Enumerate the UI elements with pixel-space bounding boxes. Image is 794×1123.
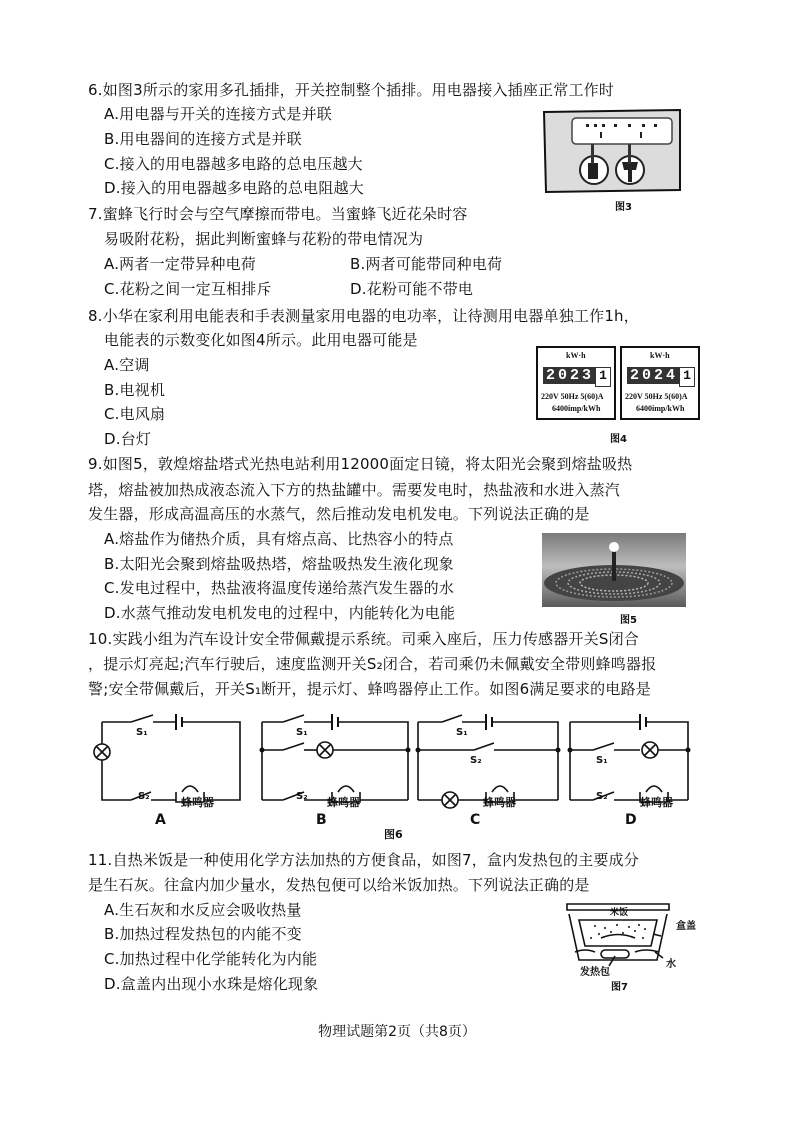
figure4-meter-after — [620, 346, 700, 420]
switch-label-s1: S₁ — [456, 727, 468, 738]
circuit-option-b-label: B — [316, 812, 327, 828]
q8-option-c: C.电风扇 — [104, 405, 166, 423]
q11-stem-line2: 是生石灰。往盒内加少量水，发热包便可以给米饭加热。下列说法正确的是 — [88, 876, 590, 894]
q9-stem-line3: 发生器，形成高温高压的水蒸气，然后推动发电机发电。下列说法正确的是 — [88, 505, 590, 523]
meter-spec: 220V 50Hz 5(60)A — [625, 392, 688, 401]
figure7-caption: 图7 — [611, 982, 628, 993]
figure3-power-strip — [542, 108, 684, 194]
meter-spec: 220V 50Hz 5(60)A — [541, 392, 604, 401]
q11-option-c: C.加热过程中化学能转化为内能 — [104, 950, 318, 968]
figure7-label-water: 水 — [666, 959, 676, 970]
q8-stem-line2: 电能表的示数变化如图4所示。此用电器可能是 — [104, 331, 418, 349]
figure4-caption: 图4 — [610, 434, 627, 445]
buzzer-label: 蜂鸣器 — [327, 796, 360, 809]
q10-stem-line2: ，提示灯亮起;汽车行驶后，速度监测开关S₂闭合，若司乘仍未佩戴安全带则蜂鸣器报 — [88, 655, 657, 673]
q8-option-a: A.空调 — [104, 356, 150, 374]
switch-label-s2: S₂ — [138, 791, 150, 802]
q8-option-b: B.电视机 — [104, 381, 166, 399]
switch-label-s1: S₁ — [596, 755, 608, 766]
q11-option-d: D.盒盖内出现小水珠是熔化现象 — [104, 975, 319, 993]
q7-option-a: A.两者一定带异种电荷 — [104, 255, 256, 273]
circuit-option-c-label: C — [470, 812, 481, 828]
figure7-label-lid: 盒盖 — [676, 921, 696, 932]
q9-stem-line1: 9.如图5，敦煌熔盐塔式光热电站利用12000面定日镜，将太阳光会聚到熔盐吸热 — [88, 455, 633, 473]
circuit-option-d-label: D — [625, 812, 637, 828]
q9-option-b: B.太阳光会聚到熔盐吸热塔，熔盐吸热发生液化现象 — [104, 555, 454, 573]
circuit-d — [570, 714, 688, 802]
q10-stem-line3: 警;安全带佩戴后，开关S₁断开，提示灯、蜂鸣器停止工作。如图6满足要求的电路是 — [88, 680, 651, 698]
buzzer-label: 蜂鸣器 — [181, 796, 214, 809]
switch-label-s2: S₂ — [596, 791, 608, 802]
figure4-meter-before — [536, 346, 616, 420]
q6-option-a: A.用电器与开关的连接方式是并联 — [104, 105, 332, 123]
meter-counter-last-digit: 1 — [679, 367, 695, 387]
q7-option-d: D.花粉可能不带电 — [350, 280, 474, 298]
q11-option-a: A.生石灰和水反应会吸收热量 — [104, 901, 302, 919]
figure6-caption: 图6 — [384, 828, 403, 841]
circuit-b — [262, 714, 408, 802]
circuit-a — [94, 714, 240, 802]
q9-option-a: A.熔盐作为储热介质，具有熔点高、比热容小的特点 — [104, 530, 454, 548]
buzzer-label: 蜂鸣器 — [640, 796, 673, 809]
switch-label-s2: S₂ — [296, 791, 308, 802]
switch-label-s1: S₁ — [296, 727, 308, 738]
figure5-solar-plant-photo — [542, 533, 686, 607]
meter-unit: kW·h — [650, 351, 670, 360]
q11-stem-line1: 11.自热米饭是一种使用化学方法加热的方便食品，如图7，盒内发热包的主要成分 — [88, 851, 640, 869]
meter-unit: kW·h — [566, 351, 586, 360]
q9-option-c: C.发电过程中，热盐液将温度传递给蒸汽发生器的水 — [104, 579, 455, 597]
q7-option-c: C.花粉之间一定互相排斥 — [104, 280, 272, 298]
q9-option-d: D.水蒸气推动发电机发电的过程中，内能转化为电能 — [104, 604, 456, 622]
q6-option-b: B.用电器间的连接方式是并联 — [104, 130, 302, 148]
q7-stem-line2: 易吸附花粉，据此判断蜜蜂与花粉的带电情况为 — [104, 230, 424, 248]
figure7-label-rice: 米饭 — [610, 908, 629, 918]
q6-option-c: C.接入的用电器越多电路的总电压越大 — [104, 155, 363, 173]
meter-constant: 6400imp/kWh — [636, 404, 685, 413]
meter-counter-last-digit: 1 — [595, 367, 611, 387]
buzzer-label: 蜂鸣器 — [483, 796, 516, 809]
meter-constant: 6400imp/kWh — [552, 404, 601, 413]
figure7-label-heating-pack: 发热包 — [580, 967, 610, 978]
q7-stem-line1: 7.蜜蜂飞行时会与空气摩擦而带电。当蜜蜂飞近花朵时容 — [88, 205, 468, 223]
circuit-option-a-label: A — [155, 812, 166, 828]
q10-stem-line1: 10.实践小组为汽车设计安全带佩戴提示系统。司乘入座后，压力传感器开关S闭合 — [88, 630, 639, 648]
meter-counter: 2024 — [627, 367, 681, 384]
q8-stem-line1: 8.小华在家利用电能表和手表测量家用电器的电功率，让待测用电器单独工作1h， — [88, 307, 639, 325]
q11-option-b: B.加热过程发热包的内能不变 — [104, 925, 302, 943]
meter-counter: 2023 — [543, 367, 597, 384]
switch-label-s2: S₂ — [470, 755, 482, 766]
q6-option-d: D.接入的用电器越多电路的总电阻越大 — [104, 179, 364, 197]
figure3-caption: 图3 — [615, 202, 632, 213]
q6-stem: 6.如图3所示的家用多孔插排，开关控制整个插排。用电器接入插座正常工作时 — [88, 81, 615, 99]
q7-option-b: B.两者可能带同种电荷 — [350, 255, 503, 273]
q8-option-d: D.台灯 — [104, 430, 152, 448]
page-footer: 物理试题第2页（共8页） — [318, 1024, 476, 1040]
figure5-caption: 图5 — [620, 615, 637, 626]
switch-label-s1: S₁ — [136, 727, 148, 738]
q9-stem-line2: 塔，熔盐被加热成液态流入下方的热盐罐中。需要发电时，热盐液和水进入蒸汽 — [88, 481, 621, 499]
